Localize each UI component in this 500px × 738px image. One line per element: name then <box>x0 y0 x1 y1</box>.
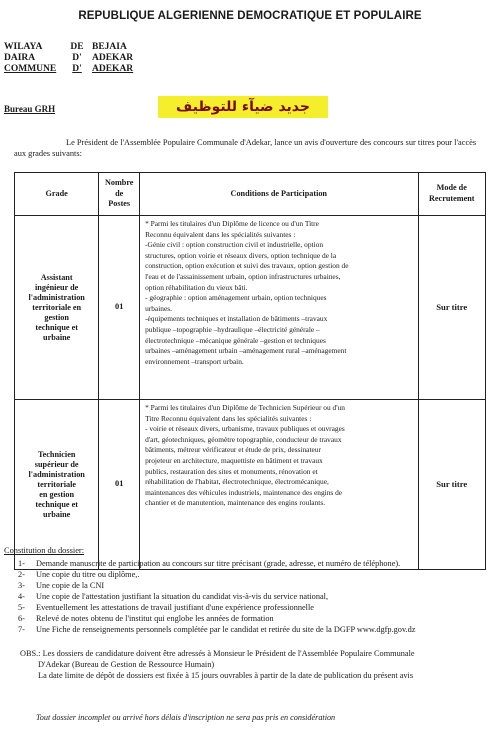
obs-line: La date limite de dépôt de dossiers est fixée à 15 jours ouvrables à partir de la date de publication du présent avis <box>38 671 414 680</box>
grade-line: Technicien <box>37 449 76 459</box>
commune-value: ADEKAR <box>92 64 134 74</box>
header-conditions: Conditions de Participation <box>140 173 418 216</box>
bureau-label: Bureau GRH <box>4 104 56 114</box>
grade-cell <box>15 216 99 400</box>
list-item <box>18 569 498 580</box>
condition-line: - géographie : option aménagement urbain, option techniques <box>145 293 327 303</box>
grade-line: urbaine <box>43 332 71 342</box>
grade-line: l'administration <box>28 469 85 479</box>
item-text: Relevé de notes obtenu de l'institut qui englobe les années de formation <box>36 614 274 623</box>
list-item <box>18 591 498 602</box>
item-number: 7- <box>18 625 25 634</box>
item-number: 1- <box>18 559 25 568</box>
postes-cell: 01 <box>99 400 140 570</box>
item-text: Eventuellement les attestations de travail justifiant d'une expérience professionnelle <box>36 603 314 612</box>
item-number: 3- <box>18 581 25 590</box>
item-text: Une Fiche de renseignements personnels complétée par le candidat et retirée du site de la DGFP www.dgfp.gov.dz <box>36 625 416 634</box>
condition-line: construction, option exécution et suivi des travaux, option gestion de <box>145 261 349 271</box>
daira-label: DAIRA <box>4 53 36 63</box>
header-grade: Grade <box>15 173 99 216</box>
obs-line: D'Adekar (Bureau de Gestion de Ressource Humain) <box>38 660 215 669</box>
condition-line: d'art, géotechniques, géomètre topographie, conducteur de travaux <box>145 434 342 444</box>
condition-line: * Parmi les titulaires d'un Diplôme de Technicien Supérieur ou d'un <box>145 403 345 412</box>
condition-line: -Génie civil : option construction civil et industrielle, option <box>145 240 324 250</box>
item-number: 2- <box>18 570 25 579</box>
grade-line: urbaine <box>43 509 71 519</box>
condition-line: chantier et de manutention, maintenance des engins roulants. <box>145 498 326 508</box>
condition-line: structures, option voirie et réseaux divers, option technique de la <box>145 250 337 260</box>
header-mode-line: Recrutement <box>429 194 475 203</box>
item-text: Une copie de la CNI <box>36 581 105 590</box>
wilaya-prep: DE <box>70 42 84 52</box>
condition-line: bâtiments, métreur vérificateur et étude de prix, dessinateur <box>145 445 321 455</box>
wilaya-value: BEJAIA <box>92 42 127 52</box>
condition-line: réhabilitation de l'habitat, électrotechnique, électromécanique, <box>145 477 329 487</box>
list-item <box>18 558 498 569</box>
grade-line: Assistant <box>40 272 73 282</box>
obs-block <box>20 648 496 681</box>
grade-line: l'administration <box>28 292 85 302</box>
conditions-cell <box>140 216 418 400</box>
condition-line: * Parmi les titulaires d'un Diplôme de licence ou d'un Titre <box>145 219 319 228</box>
item-text: Une copie du titre ou diplôme,. <box>36 570 140 579</box>
wilaya-line <box>4 42 140 53</box>
condition-line: projeteur en architecture, maquettiste en bâtiment et travaux <box>145 455 323 465</box>
commune-label: COMMUNE <box>4 64 57 74</box>
grade-line: territoriale en <box>32 302 82 312</box>
dossier-title: Constitution du dossier: <box>4 546 85 555</box>
mode-cell: Sur titre <box>418 400 486 570</box>
condition-line: l'eau et de l'assainissement urbain, option infrastructures urbaines, <box>145 271 341 281</box>
condition-line: - voirie et réseaux divers, urbanisme, travaux publiques et ouvrages <box>145 424 345 434</box>
wilaya-label: WILAYA <box>4 42 43 52</box>
header-postes-line: Nombre <box>104 178 134 188</box>
daira-line <box>4 53 140 64</box>
condition-line: Reconnu équivalent dans les spécialités suivantes : <box>145 229 296 239</box>
grade-line: supérieur de <box>34 459 79 469</box>
positions-table <box>14 172 486 570</box>
header-postes-line: de <box>115 188 124 198</box>
condition-line: publique –topographie –hydraulique –électricité générale – <box>145 324 320 334</box>
daira-value: ADEKAR <box>92 53 134 63</box>
header-mode-line: Mode de <box>436 183 467 193</box>
grade-cell <box>15 400 99 570</box>
condition-line: publics, restauration des sites et monuments, rénovation et <box>145 466 318 476</box>
condition-line: électrotechnique –mécanique générale –gestion et techniques <box>145 335 326 345</box>
list-item <box>18 602 498 613</box>
list-item <box>18 624 498 635</box>
item-number: 5- <box>18 603 25 612</box>
arabic-banner: جديد ضيآء للتوظيف <box>158 96 328 118</box>
list-item <box>18 613 498 624</box>
list-item <box>18 580 498 591</box>
obs-line: OBS.: Les dossiers de candidature doivent être adressés à Monsieur le Président de l'Assemblée Populaire Communale <box>20 649 415 658</box>
commune-prep: D' <box>72 64 82 74</box>
table-row <box>15 400 486 570</box>
item-text: Demande manuscrite de participation au concours sur titre précisant (grade, adresse, et numéro de téléphone). <box>36 559 401 568</box>
grade-line: technique et <box>35 499 78 509</box>
dossier-list <box>18 558 498 635</box>
condition-line: maintenances des véhicules industriels, maintenance des engins de <box>145 487 343 497</box>
grade-line: ingénieur de <box>35 282 79 292</box>
mode-cell: Sur titre <box>418 216 486 400</box>
item-number: 6- <box>18 614 25 623</box>
header-postes <box>99 173 140 216</box>
grade-line: gestion <box>44 312 69 322</box>
administration-block <box>4 42 140 75</box>
grade-line: technique et <box>35 322 78 332</box>
header-mode <box>418 173 486 216</box>
condition-line: environnement –transport urbain. <box>145 356 244 366</box>
grade-line: en gestion <box>39 489 75 499</box>
condition-line: -équipements techniques et installation de bâtiments –travaux <box>145 314 328 324</box>
commune-line <box>4 64 140 75</box>
republic-title: REPUBLIQUE ALGERIENNE DEMOCRATIQUE ET POPULAIRE <box>78 10 422 22</box>
table-header-row <box>15 173 486 216</box>
conditions-cell <box>140 400 418 570</box>
footer-note: Tout dossier incomplet ou arrivé hors délais d'inscription ne sera pas pris en considération <box>36 713 336 722</box>
postes-cell: 01 <box>99 216 140 400</box>
condition-line: urbaines –aménagement urbain –aménagement rural –aménagement <box>145 346 347 356</box>
intro-paragraph: Le Président de l'Assemblée Populaire Communale d'Adekar, lance un avis d'ouverture des concours sur titres pour l'accès aux grades suivants: <box>14 138 477 158</box>
condition-line: Titre Reconnu équivalent dans les spécialités suivantes : <box>145 413 312 423</box>
header-postes-line: Postes <box>108 199 131 209</box>
item-number: 4- <box>18 592 25 601</box>
table-row <box>15 216 486 400</box>
grade-line: territoriale <box>37 479 76 489</box>
condition-line: urbaines. <box>145 303 172 313</box>
daira-prep: D' <box>72 53 82 63</box>
item-text: Une copie de l'attestation justifiant la situation du candidat vis-à-vis du service national, <box>36 592 329 601</box>
condition-line: option réhabilitation du vieux bâti. <box>145 282 248 292</box>
